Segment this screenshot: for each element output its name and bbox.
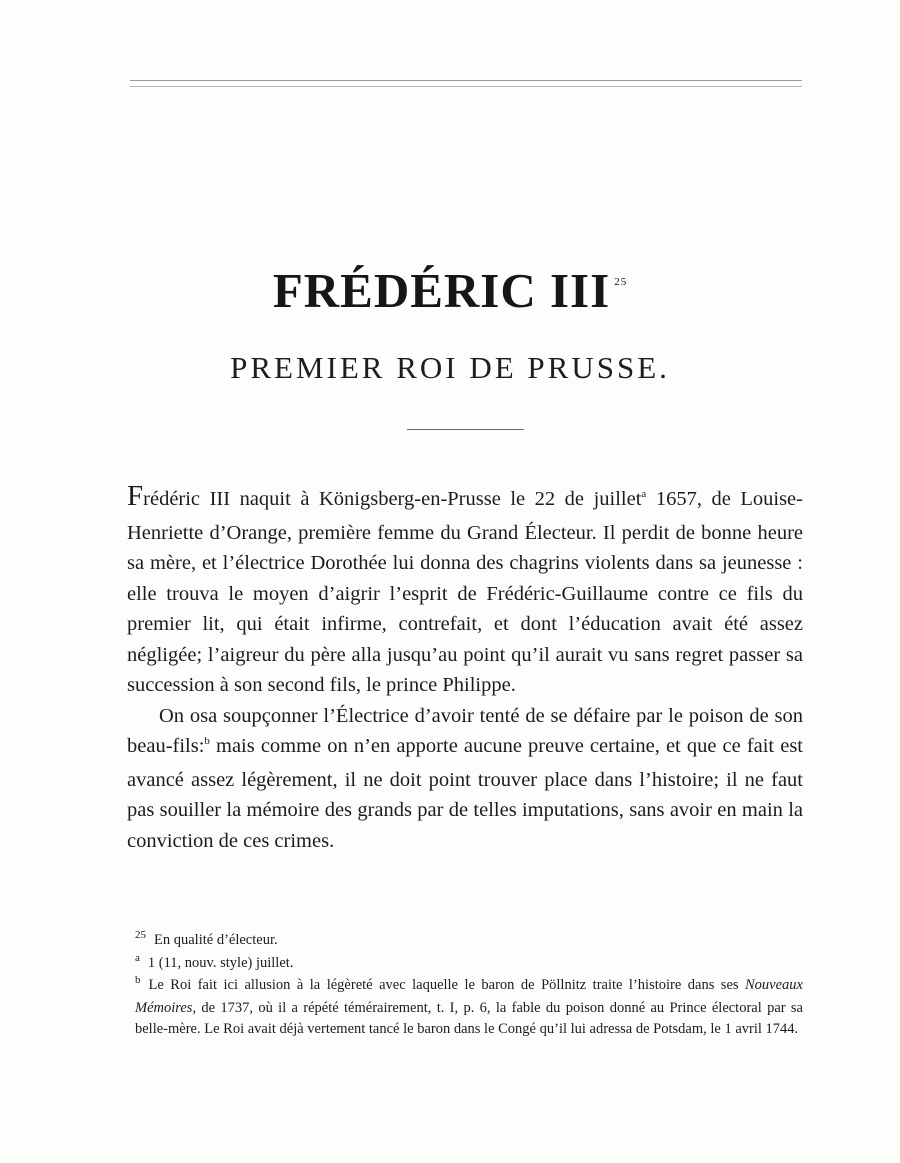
paragraph-2-text-b: mais comme on n’en apporte aucune preuve certaine, et que ce fait est avancé assez légèrement, il ne doit point trouver place dans l’histoire; il ne faut pas souiller la mémoire des grands par de telles imputations, sans avoir en main la conviction de ces crimes.: [127, 735, 803, 852]
title-text: FRÉDÉRIC III: [272, 263, 611, 318]
footnote-ref-b: b: [204, 735, 210, 747]
footnote-a-text: 1 (11, nouv. style) juillet.: [147, 954, 294, 971]
page-title: [0, 262, 900, 319]
page-subtitle: PREMIER ROI DE PRUSSE.: [230, 350, 670, 385]
footnotes: [127, 930, 803, 1041]
paragraph-2-text-a: On osa soupçonner l’Électrice d’avoir tenté de se défaire par le poison de son beau-fils:: [127, 704, 803, 757]
title-note-ref: 25: [614, 276, 628, 288]
paragraph-1-text-b: 1657, de Louise-Henriette d’Orange, première femme du Grand Électeur. Il perdit de bonne heure sa mère, et l’électrice Dorothée lui donna des chagrins violents dans sa jeunesse : elle trouva le moyen d’aigrir l’esprit de Frédéric-Guillaume contre ce fils du premier lit, qui était infirme, contrefait, et dont l’éducation avait été assez négligée; l’aigreur du père alla jusqu’au point qu’il aurait vu sans regret passer sa succession à son second fils, le prince Philippe.: [127, 488, 803, 696]
paragraph-1: [127, 481, 803, 701]
separator-rule: [407, 429, 524, 430]
footnote-b-text-2: de 1737, où il a répété témérairement, t. I, p. 6, la fable du poison donné au Prince électoral par sa belle-mère. Le Roi avait déjà vertement tancé le baron dans le Congé qu’il lui adressa de Potsdam, le 1 avril 1744.: [135, 999, 803, 1037]
footnote-b-text-1: Le Roi fait ici allusion à la légèreté avec laquelle le baron de Pöllnitz traite l’histoire dans ses: [148, 977, 746, 993]
footnote-b-italic: Nouveaux Mémoires,: [135, 977, 803, 1016]
footnote-ref-a: a: [641, 488, 647, 500]
drop-cap: F: [127, 480, 144, 512]
paragraph-1-text-a: rédéric III naquit à Königsberg-en-Prusse le 22 de juillet: [143, 488, 642, 510]
footnote-a-mark: a: [135, 951, 140, 964]
footnote-25: [127, 930, 803, 953]
footnote-a: [127, 953, 803, 976]
main-text: [127, 481, 803, 856]
footnote-b-mark: b: [135, 974, 141, 986]
footnote-25-mark: 25: [135, 929, 146, 941]
footnote-b: [127, 975, 803, 1041]
top-rule: [130, 80, 802, 87]
footnote-25-text: En qualité d’électeur.: [154, 932, 278, 948]
paragraph-2: [127, 701, 803, 857]
